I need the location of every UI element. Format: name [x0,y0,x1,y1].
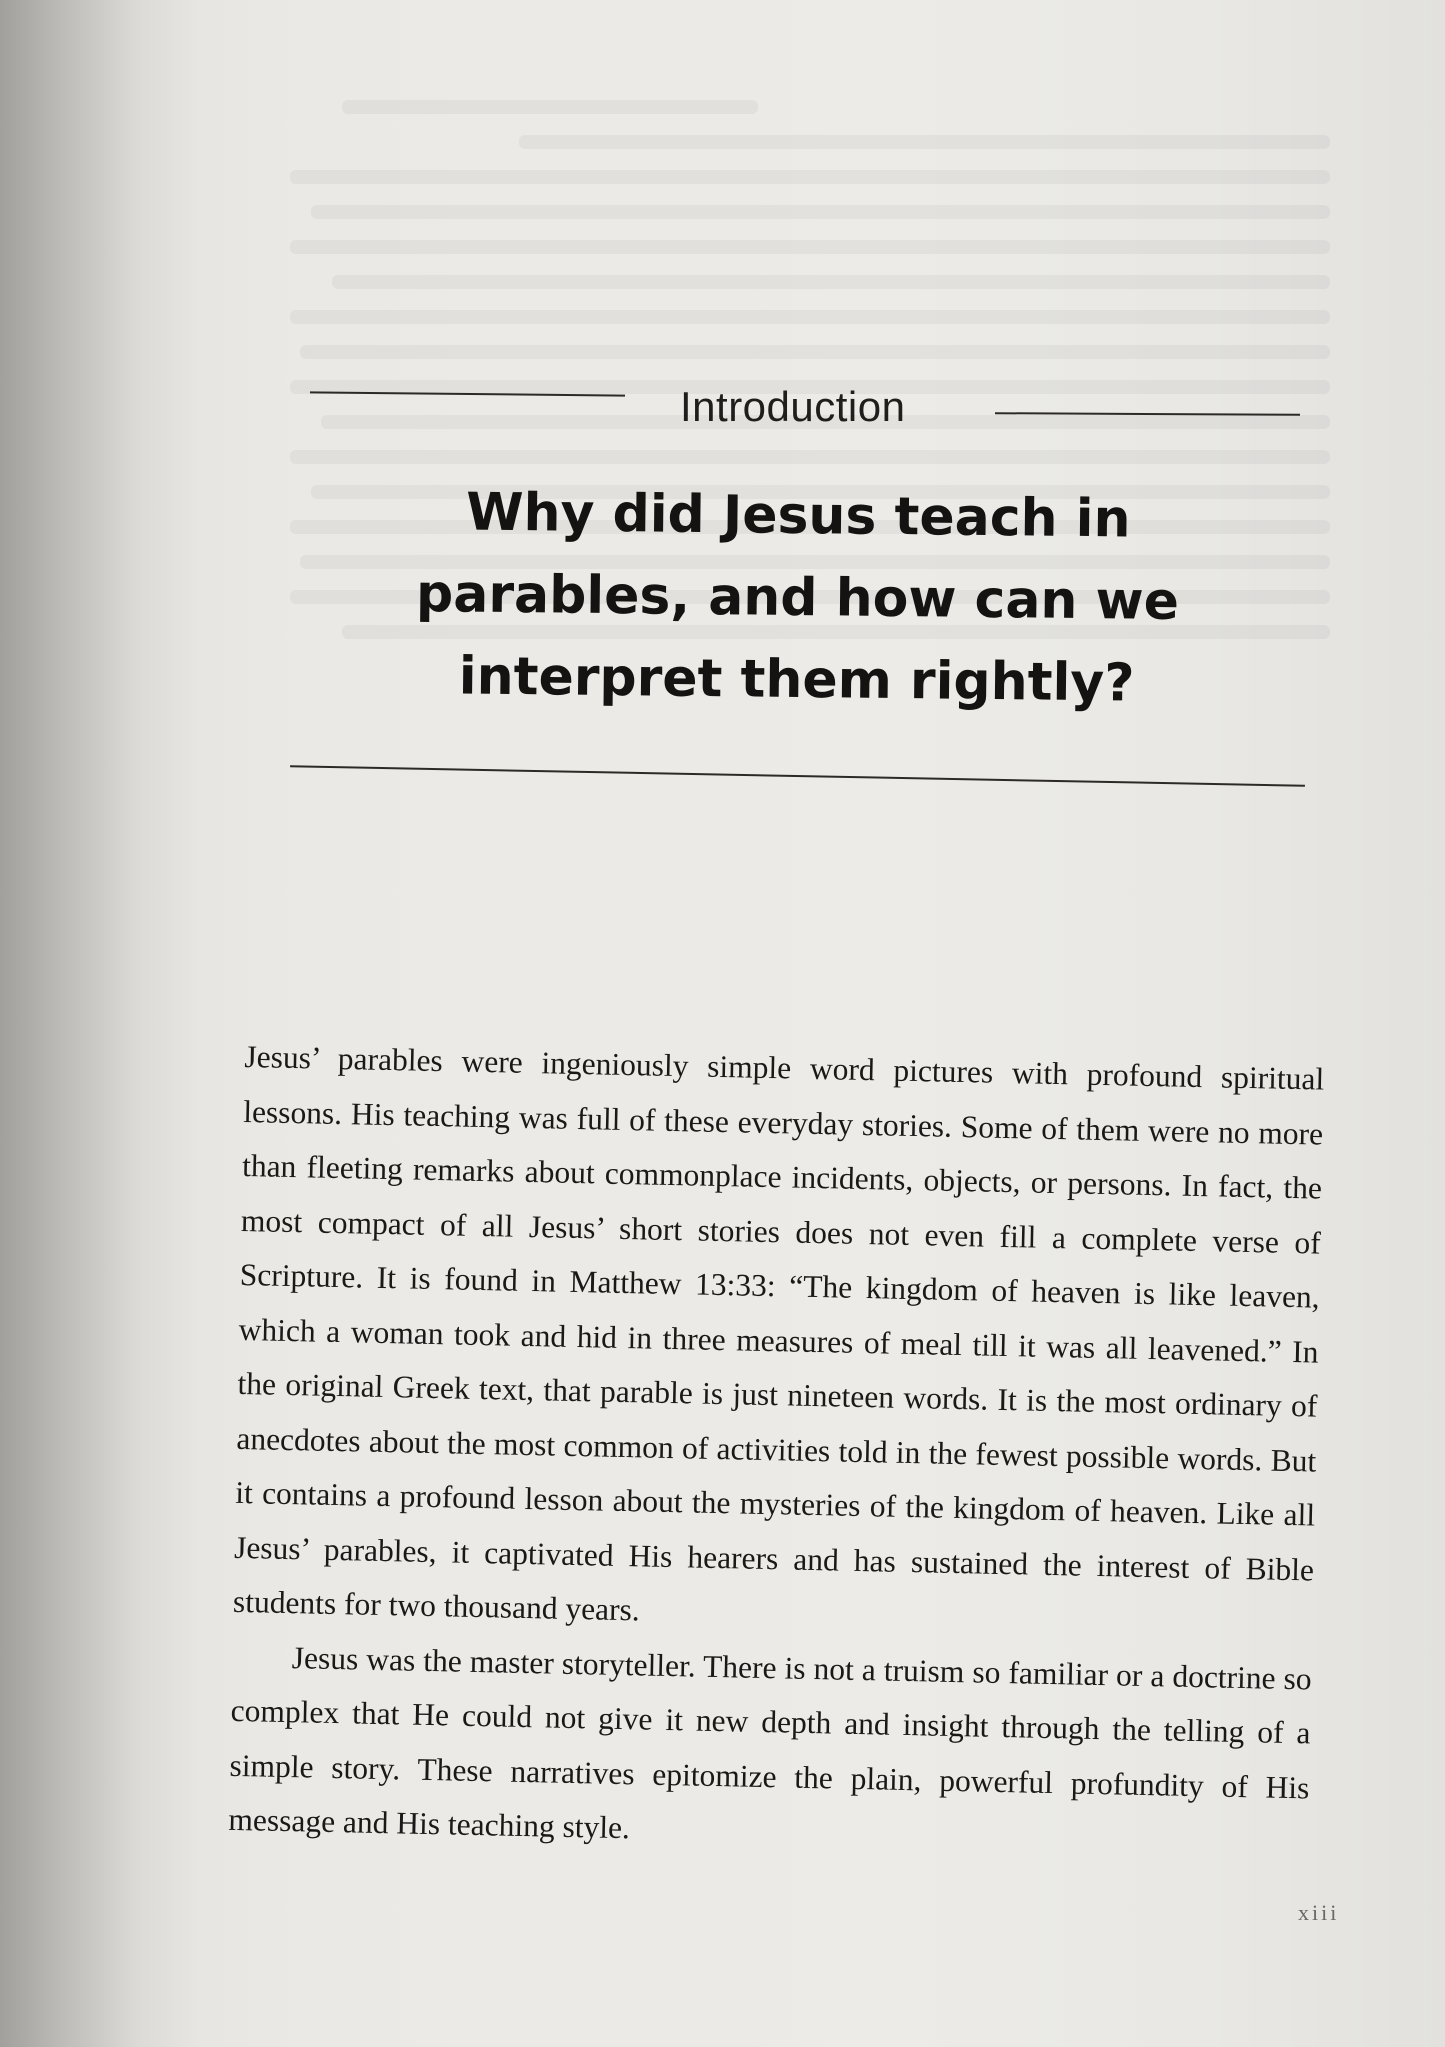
gutter-shadow [0,0,200,2047]
section-label-row [290,375,1305,435]
body-paragraph: Jesus’ parables were ingeniously simple word pictures with profound spiritual lessons. His teaching was full of these everyday stories. Some of them were no more than fleeting remarks about commonplace incidents, objects, or persons. In fact, the most compact of all Jesus’ short stories does not even fill a complete verse of Scripture. It is found in Matthew 13:33: “The kingdom of heaven is like leaven, which a woman took and hid in three measures of meal till it was all leavened.” In the original Greek text, that parable is just nineteen words. It is the most ordinary of anecdotes about the most common of activities told in the fewest possible words. But it contains a profound lesson about the mysteries of the kingdom of heaven. Like all Jesus’ parables, it captivated His hearers and has sustained the interest of Bible students for two thousand years. [232,1038,1325,1628]
heading-rule-right [995,412,1300,416]
body-paragraph: Jesus was the master storyteller. There is not a truism so familiar or a doctrine so complex that He could not give it new depth and insight through the telling of a simple story. These narratives epitomize the plain, powerful profundity of His message and His teaching style. [228,1639,1313,1846]
chapter-title-line: Why did Jesus teach in [465,482,1131,550]
chapter-heading [290,375,1305,721]
page-number: xiii [1298,1900,1340,1925]
chapter-title-line: interpret them rightly? [458,646,1135,714]
chapter-title-line: parables, and how can we [415,564,1180,632]
section-label: Introduction [680,383,906,430]
body-text [228,1030,1325,1870]
chapter-title [289,470,1307,727]
heading-rule-left [310,391,625,396]
